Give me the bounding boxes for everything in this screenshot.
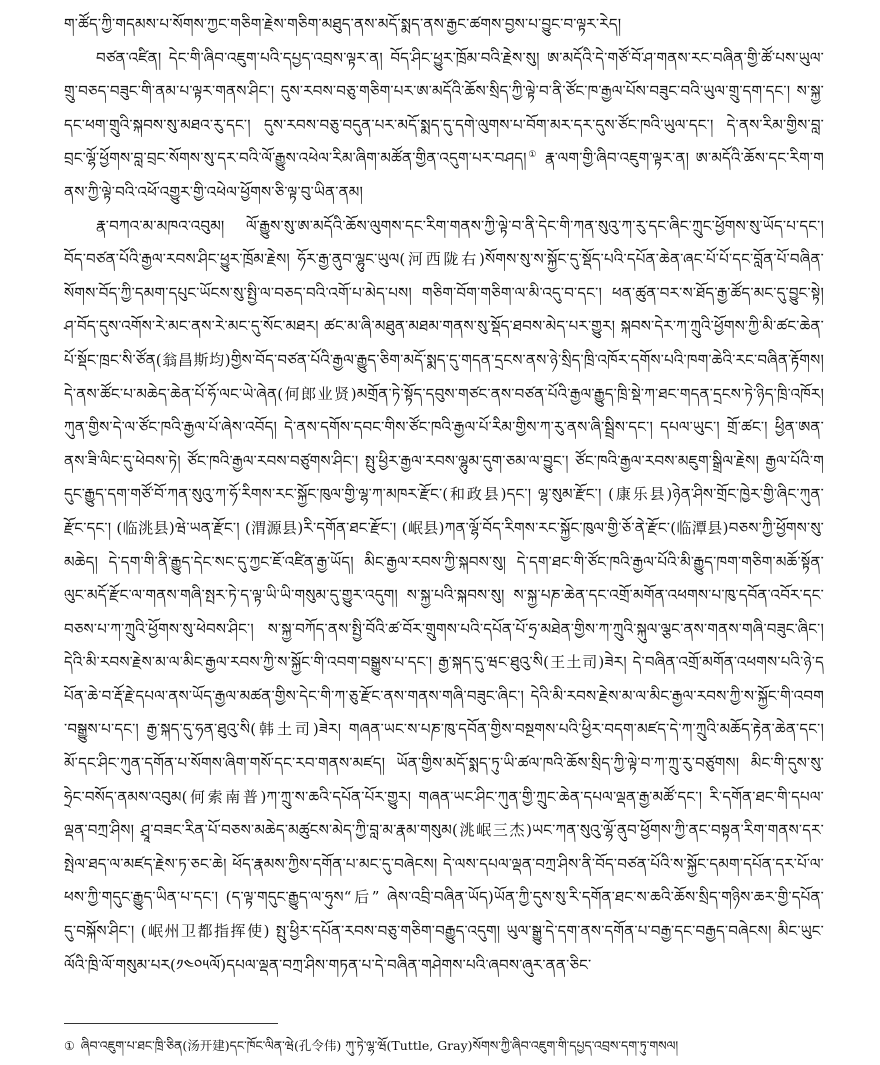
paragraph-text: ག་ཚོད་ཀྱི་གདམས་པ་སོགས་ཀྱང་གཅིག་རྗེས་གཅིག་མཐུད་ནས་མདོ་སྨད་ནས་རྒྱང་ཚགས་བྱས་པ་བྱུང་བ་ལྟར་རེད། — [64, 15, 622, 33]
footnote-reference-mark[interactable]: ① — [526, 150, 539, 161]
paragraph-text: བཙན་འཛིན། དེང་གི་ཞིབ་འཇུག་པའི་དཔྱད་འབྲས་ལྟར་ན། བོད་ཤིང་ཕྱུར་ཁྲོམ་བའི་རྗེས་སུ། ཨ་མདོའི་དེ་གཙོ་བོ་ཤ་གནས་རང་བཞིན་གྱི་ཚོ་པས་ཡུལ་གྲུ་བཅད་བཟུང་གི་ནམ་པ་ལྟར་གནས་ཤིང་། དུས་རབས་བཅུ་གཅིག་པར་ཨ་མདོའི་ཆོས་སྲིད་ཀྱི་ལྟེ་བ་ནི་ཙོང་ཁ་རྒྱལ་པོས་བཟུང་བའི་ཡུལ་གྲུ་དག་དང་། ས་སྐྱ་དང་ཕག་གྲུའི་སྐབས་སུ་མཐའ་རུ་དང་། དུས་རབས་བཅུ་བདུན་པར་མདོ་སྨད་དུ་དགེ་ལུགས་པ་བོག་མར་དར་དུས་ཙོང་ཁའི་ཡུལ་དང་། དེ་ནས་རིམ་གྱིས་བླ་བྲང་ལྷོ་ཕྱོགས་བླ་བྲང་སོགས་སུ་དར་བའི་ལོ་རྒྱུས་འཕེལ་རིམ་ཞིག་མཚོན་གྱིན་འདུག་པར་བཤད། — [64, 48, 824, 168]
paragraph-rna-bka — [64, 210, 824, 983]
paragraph-btsan-dzin — [64, 42, 824, 210]
paragraph-opening-line — [64, 8, 824, 42]
paragraph-text: རྣ་བཀའ་མ་མཁའ་འབུམ། ལོ་རྒྱུས་སུ་ཨ་མདོའི་ཆོས་ལུགས་དང་རིག་གནས་ཀྱི་ལྟེ་བ་ནི་དེང་གི་ཀན་སུའུ་ཀ་རུ་དང་ཞིང་ཀྲུང་ཕྱོགས་སུ་ཡོད་པ་དང་། བོད་བཙན་པོའི་རྒྱལ་རབས་ཤིང་ཕྱུར་ཁྲོམ་རྗེས། ཧོར་རྒྱ་ནུབ་ལྷུང་ཡུལ(河西陇右)སོགས་སུ་ས་སྐྱོང་དུ་སྡོད་པའི་དཔོན་ཆེན་ཞང་པོ་པོ་དང་བློན་པོ་བཞིན་སོགས་བོད་ཀྱི་དམག་དཔུང་ཡོངས་སུ་སྤྱི་ལ་བཅད་བའི་འགོ་པ་མེད་པས། གཅིག་བོག་གཅིག་ལ་མི་འདུ་བ་དང་། ཕན་ཚུན་བར་ས་ཐོད་རྒྱ་ཚོད་མང་དུ་བྱུང་སྟེ། ཤ་བོད་དུས་འགོས་རེ་མང་ནས་རེ་མང་དུ་སོང་མཐར། ཚང་མ་ཞི་མཐུན་མཐམ་གནས་སུ་སྡོད་ཐབས་མེད་པར་གྱུར། སྐབས་དེར་ཀ་ཀྲུའི་ཕྱོགས་ཀྱི་མི་ཚང་ཆེན་པོ་སྡོང་ཁྲང་སི་ཙོན(翁昌斯均)གྱིས་བོད་བཙན་པོའི་རྒྱལ་རྒྱུད་ཅིག་མདོ་སྨད་དུ་གདན་དྲངས་ནས་ཉེ་སྲིད་ཁྲི་འཁོར་དགོས་པའི་ཁག་ཆེའི་རང་བཞིན་རྟོགས། དེ་ནས་ཚོང་པ་མཆེད་ཆེན་པོ་ཧོ་ལང་ཡེ་ཞེན(何郎业贤)མགྲོན་ཏེ་སྟོད་དབུས་གཙང་ནས་བཙན་པོའི་རྒྱལ་རྒྱུད་ཁྲི་སྡེ་ཀ་ཐང་གདན་དྲངས་ཏེ་ཉིད་ཁྲི་འཁོར། ཀུན་གྱིས་དེ་ལ་ཙོང་ཁའི་རྒྱལ་པོ་ཞེས་འབོད། དེ་ནས་དགོས་དབང་གིས་ཙོང་ཁའི་རྒྱལ་པོ་རིམ་གྱིས་ཀ་རུ་ནས་ཞི་སྦྲིས་དང་། དཔལ་ཡུང་། གྲོ་ཚང་། ཕྱིན་ཨན་ནས་ཟི་ལིང་དུ་ཕེབས་ཏེ། ཙོང་ཁའི་རྒྱལ་རབས་བཙུགས་ཤིང་། སྤུ་ཕྱིར་རྒྱལ་རབས་ལྷུམ་དུག་ཅམ་ལ་བྱུང་། ཙོང་ཁའི་རྒྱལ་རབས་མཇུག་སྒྲིལ་རྗེས། རྒྱལ་པོའི་གདུང་རྒྱུད་དག་གཙོ་བོ་ཀན་སུའུ་ཀ་ཧོ་རིགས་རང་སྐྱོང་ཁུལ་གྱི་ལྷ་ཀ་མཁར་རྫོང་(和政县)དང་། ལྷ་སུམ་རྫོང་། (康乐县)ཉེན་ཤིས་གྲོང་ཁྱེར་གྱི་ཞིང་ཀུན་རྫོང་དང་། (临洮县)ཝེ་ཡན་རྫོང་། (渭源县)རི་དགོན་ཐང་རྫོང་། (岷县)ཀན་ལྷོ་བོད་རིགས་རང་སྐྱོང་ཁུལ་གྱི་ཅོ་ནེ་རྫོང་(临潭县)བཅས་ཀྱི་ཕྱོགས་སུ་མཆེད། དེ་དག་གི་ནི་རྒྱུད་དེང་སང་དུ་ཀྱང་ཇོ་འཛིན་རྒྱ་ཡོད། མིང་རྒྱལ་རབས་ཀྱི་སྐབས་སུ། དེ་དག་ཐང་གི་ཙོང་ཁའི་རྒྱལ་པོའི་མི་རྒྱུད་ཁག་གཅིག་མཆོ་སྟོན་ལུང་མདོ་རྫོང་ལ་གནས་གཞི་སྤར་ཏེ་ད་ལྟ་ཡི་ཡི་གསུམ་དུ་གྱུར་འདུག། ས་སྐྱ་པའི་སྐབས་སུ། ས་སྐྱ་པཎ་ཆེན་དང་འགྲོ་མགོན་འཕགས་པ་ཁུ་དབོན་འབོར་དང་བཅས་པ་ཀ་ཀྲུའི་ཕྱོགས་སུ་ཕེབས་ཤིང་། ས་སྐྱ་བཀོད་ནས་སྤྱི་བོའི་ཚ་བོར་གྲུགས་པའི་དཔོན་པོ་ཧྲ་མཐེན་གྱིས་ཀ་ཀྲུའི་སྐུལ་ལྕང་ནས་གནས་གཞི་བཟུང་ཞིང་། དེའི་མི་རབས་རྗེས་མ་ལ་མིང་རྒྱལ་རབས་ཀྱི་ས་སྐྱོང་གི་འབག་བསྒྱུས་པ་དང་། རྒྱ་སྐད་དུ་ཝང་ཐུའུ་སི(王土司)ཟེར། དེ་བཞིན་འགྲོ་མགོན་འཕགས་པའི་ཉེ་དཔོན་ཆེ་བ་རྡོ་རྗེ་དཔལ་ནས་ཡོད་རྒྱལ་མཚན་གྱིས་དེང་གི་ཀ་ཅུ་རྫོང་ནས་གནས་གཞི་བཟུང་ཞིང་། དེའི་མི་རབས་རྗེས་མ་ལ་མིང་རྒྱལ་རབས་ཀྱི་ས་སྐྱོང་གི་འབག་བསྒྱུས་པ་དང་། རྒྱ་སྐད་དུ་ཧན་ཐུའུ་སི(韩土司)ཟེར། གཞན་ཡང་ས་པཎ་ཁུ་དབོན་གྱིས་བསྔགས་པའི་ཕྱིར་བདག་མཛད་དེ་ཀ་ཀྲུའི་མཆོད་རྟེན་ཆེན་དང་། མོ་དང་ཤིང་ཀུན་དགོན་པ་སོགས་ཞིག་གསོ་དང་རབ་གནས་མཛད། ཡོན་གྱིས་མདོ་སྨད་ཏུ་ཡི་ཚལ་ཁའི་ཆོས་སྲིད་ཀྱི་ལྟེ་བ་ཀ་ཀྲུ་རུ་བཙུགས། མིང་གི་དུས་སུ་ཧྲེང་བསོད་ནམས་འབུམ(何索南普)ཀ་ཀྲུ་ས་ཆའི་དཔོན་པོར་གྱུར། གཞན་ཡང་ཤིང་ཀུན་གྱི་ཀྲུང་ཆེན་དཔལ་ལྡན་རྒྱ་མཚོ་དང་། རི་དགོན་ཐང་གི་དཔལ་ལྡན་བཀྲ་ཤིས། ཤྲཱ་བཟང་རིན་པོ་བཅས་མཆེད་མཚུངས་མེད་ཀྱི་བླ་མ་རྣམ་གསུམ(洮岷三杰)ཡང་ཀན་སུའུ་ལྷོ་ནུབ་ཕྱོགས་ཀྱི་ནང་བསྟན་རིག་གནས་དར་སྤེལ་ཐད་ལ་མཛད་རྗེས་ཏ་ཅང་ཆེ། ཕོད་རྣམས་ཀྱིས་དགོན་པ་མང་དུ་བཞེངས། དེ་ལས་དཔལ་ལྡན་བཀྲ་ཤིས་ནི་བོད་བཙན་པོའི་ས་སྐྱོང་དམག་དཔོན་དར་པོ་ལ་ཕས་ཀྱི་གདུང་རྒྱུད་ཡིན་པ་དང་། (ད་ལྟ་གདུང་རྒྱུད་ལ་ཧུས“后” ཞེས་འབྲི་བཞིན་ཡོད)ཡོན་ཀྱི་དུས་སུ་རི་དགོན་ཐང་ས་ཆའི་ཆོས་སྲིད་གཉིས་ཆར་གྱི་དཔོན་དུ་བསྐོས་ཤིང་། (岷州卫都指挥使) སྤུ་ཕྱིར་དཔོན་རབས་བཅུ་གཅིག་བརྒྱུད་འདུག། ཡུལ་སྒྱུ་དེ་དག་ནས་དགོན་པ་བརྒྱ་དང་བརྒྱད་བཞེངས། མིང་ཡུང་ལོའི་ཁྲི་ལོ་གསུམ་པར(༡༤༠༥ལོ)དཔལ་ལྡན་བཀྲ་ཤིས་གཏན་པ་དེ་བཞིན་གཤེགས་པའི་ཞབས་ཞུར་ནན་ཅིང་ — [64, 216, 824, 974]
footnote-text: ཞིབ་འཇུག་པ་ཐང་ཁྲི་ཅིན(汤开建)དང་ཁོང་ལིན་ཝེ(孔令伟) ཀུ་ཏེ་ལྷ་ཝོ(Tuttle, Gray)སོགས་ཀྱི་ཞིབ་འཇུག་གི་དཔྱད་འབྲས་དག་ཏུ་གསལ། — [80, 1038, 679, 1053]
paragraph-text-continued: རྣ་ལག་གྱི་ཞིབ་འཇུག་ལྟར་ན། ཨ་མདོའི་ཆོས་དང་རིག་གནས་ཀྱི་ལྟེ་བའི་འཕོ་འགྱུར་གྱི་འཕེལ་ཕྱོགས་ཅི་ལྟ་བུ་ཡིན་ནམ། — [64, 149, 824, 201]
footnote-divider — [64, 1023, 278, 1024]
document-page — [64, 8, 824, 1058]
footnote-mark: ① — [64, 1039, 75, 1053]
footnote — [64, 1036, 824, 1056]
